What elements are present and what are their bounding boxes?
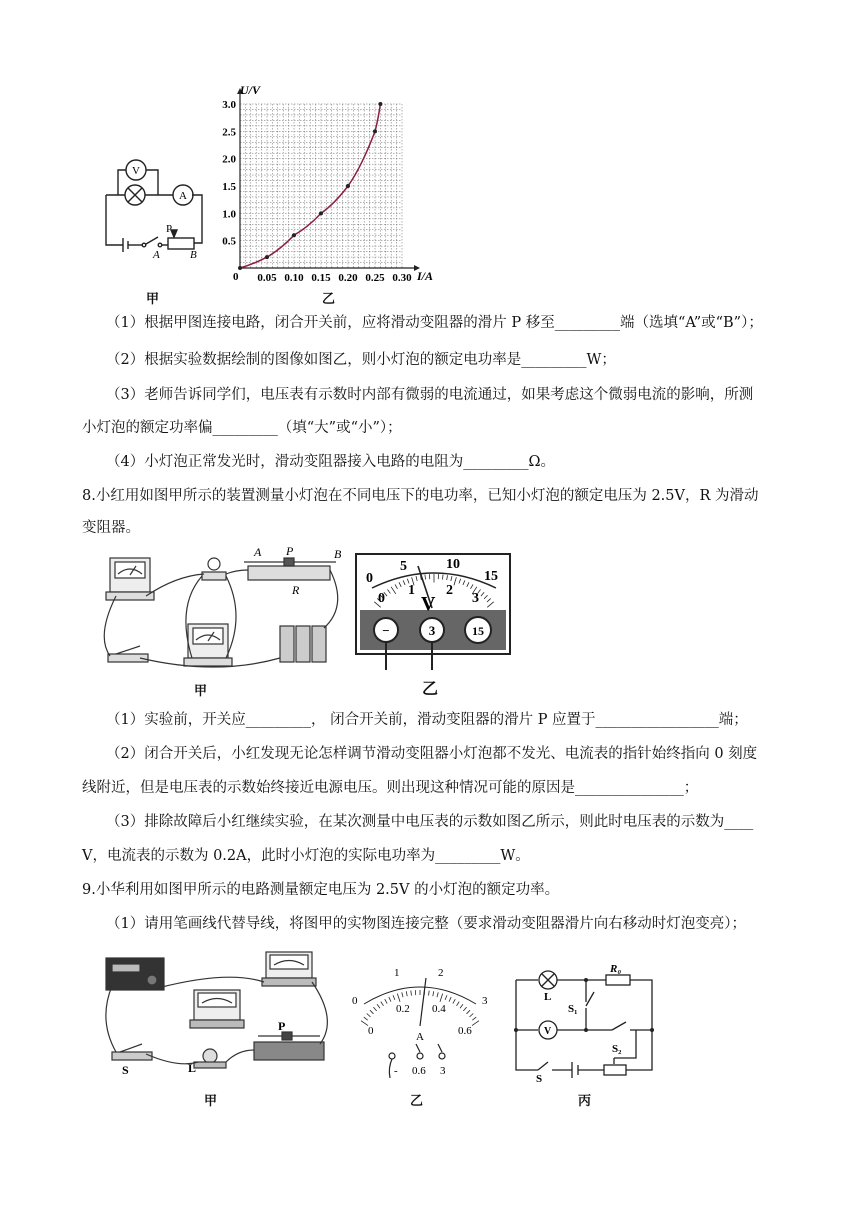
graph-grid	[240, 104, 402, 268]
x-axis-label: I/A	[417, 269, 434, 282]
q8-part2-a: （2）闭合开关后，小红发现无论怎样调节滑动变阻器小灯泡都不发光、电流表的指针始终指向 0 刻度	[106, 746, 758, 762]
dial-tick	[429, 991, 430, 996]
q9-stem: 9.小华利用如图甲所示的电路测量额定电压为 2.5V 的小灯泡的额定功率。	[82, 882, 560, 898]
y-tick-label: 0.5	[222, 235, 236, 248]
a-term-neg: -	[394, 1065, 398, 1077]
y-axis-label: U/V	[240, 83, 261, 97]
a-top-0: 0	[352, 995, 358, 1007]
dial-tick	[445, 995, 447, 1000]
v-term-3: 3	[428, 623, 436, 638]
q7-part1: （1）根据甲图连接电路，闭合开关前，应将滑动变阻器的滑片 P 移至_________端（选填“A”或“B”）；	[106, 315, 763, 331]
v-term-neg: −	[382, 623, 390, 638]
end-b-label: B	[190, 249, 197, 261]
x-tick-label: 0.20	[338, 272, 358, 282]
dial-tick	[411, 991, 412, 996]
v-top-10: 10	[446, 557, 460, 572]
end-a-label: A	[153, 249, 160, 261]
caption-yi-q8: 乙	[422, 679, 439, 698]
a-bottom-02: 0.2	[396, 1003, 410, 1015]
slider-label: P	[166, 223, 173, 235]
rheostat-b-label: B	[334, 547, 342, 561]
dial-tick	[470, 1014, 474, 1017]
q9-part1: （1）请用笔画线代替导线，将图甲的实物图连接完整（要求滑动变阻器滑片向右移动时灯泡变亮）；	[106, 916, 746, 932]
rheostat-p-label: P	[286, 546, 294, 558]
a-term-3: 3	[440, 1065, 446, 1077]
q8-part3-a: （3）排除故障后小红继续实验，在某次测量中电压表的示数如图乙所示，则此时电压表的示数为____	[106, 814, 754, 830]
a-top-1: 1	[394, 967, 400, 979]
bing-l-label: L	[544, 991, 552, 1003]
bing-s-label: S	[536, 1073, 543, 1082]
y-tick-label: 2.5	[222, 126, 236, 139]
apparatus-figure-jia-q9	[98, 950, 338, 1080]
dial-tick	[437, 992, 438, 997]
ui-graph	[212, 82, 452, 282]
y-tick-label: 1.5	[222, 181, 236, 193]
dial-tick	[361, 1021, 368, 1026]
data-point	[346, 184, 350, 188]
circuit-diagram-jia	[98, 150, 210, 265]
v-top-0: 0	[366, 571, 373, 586]
voltmeter-label: V	[132, 165, 140, 177]
origin-label: 0	[233, 271, 239, 282]
dial-tick	[393, 995, 395, 1000]
dial-tick	[440, 994, 443, 1002]
q8-part2-b: 线附近，但是电压表的示数始终接近电源电压。则出现这种情况可能的原因是_______________；	[82, 780, 699, 796]
dial-tick	[402, 992, 403, 997]
dial-tick	[472, 1017, 476, 1020]
voltmeter-dial-yi	[354, 552, 512, 670]
a-unit: A	[416, 1031, 424, 1043]
a-bottom-06: 0.6	[458, 1025, 472, 1037]
q8-stem-a: 8.小红用如图甲所示的装置测量小灯泡在不同电压下的电功率，已知小灯泡的额定电压为 2.5V，R 为滑动	[82, 488, 759, 504]
apparatus-figure-jia	[96, 546, 352, 678]
dial-tick	[381, 1002, 384, 1006]
v-top-5: 5	[400, 559, 407, 574]
q8-stem-b: 变阻器。	[82, 520, 140, 536]
caption-jia-q8: 甲	[194, 684, 208, 699]
dial-tick	[367, 1014, 371, 1017]
data-point	[292, 233, 296, 237]
x-tick-label: 0.25	[365, 272, 385, 282]
dial-tick	[364, 1017, 368, 1020]
v-unit: V	[421, 593, 436, 615]
q9-s-label: S	[122, 1063, 129, 1077]
q8-part3-b: V，电流表的示数为 0.2A，此时小灯泡的实际电功率为_________W。	[82, 848, 530, 864]
bing-v-label: V	[544, 1026, 552, 1037]
dial-tick	[377, 1004, 380, 1008]
caption-bing-q9: 丙	[578, 1094, 592, 1109]
ammeter-label: A	[179, 190, 187, 202]
ammeter-dial-yi	[346, 962, 496, 1082]
caption-yi-q9: 乙	[410, 1094, 424, 1109]
bing-s2-label: S₂	[612, 1043, 622, 1055]
q9-p-label: P	[278, 1019, 286, 1033]
graph-axes	[237, 88, 420, 271]
y-tick-label: 3.0	[222, 99, 236, 111]
q7-part4: （4）小灯泡正常发光时，滑动变阻器接入电路的电阻为_________Ω。	[106, 454, 555, 470]
q7-part3-b: 小灯泡的额定功率偏_________（填“大”或“小”）；	[82, 420, 402, 436]
x-tick-label: 0.15	[311, 272, 331, 282]
v-bottom-1: 1	[408, 583, 415, 598]
y-tick-label: 2.0	[222, 153, 236, 166]
data-point	[265, 255, 269, 259]
dial-tick	[373, 1007, 376, 1011]
dial-tick	[397, 994, 400, 1002]
data-point	[238, 266, 242, 270]
a-top-3: 3	[482, 995, 488, 1007]
dial-tick	[467, 1010, 470, 1014]
q7-part2: （2）根据实验数据绘制的图像如图乙，则小灯泡的额定电功率是_________W；	[106, 352, 616, 368]
dial-tick	[449, 997, 451, 1002]
caption-jia-q9: 甲	[204, 1094, 218, 1109]
q7-part3-a: （3）老师告诉同学们，电压表有示数时内部有微弱的电流通过，如果考虑这个微弱电流的影响，所测	[106, 387, 754, 403]
x-tick-label: 0.30	[392, 272, 412, 282]
q8-part1: （1）实验前，开关应_________， 闭合开关前，滑动变阻器的滑片 P 应置于_________________端；	[106, 712, 748, 728]
rheostat-r-label: R	[292, 583, 300, 597]
ammeter-ticks	[361, 990, 479, 1026]
caption-yi-top: 乙	[322, 292, 336, 307]
dial-tick	[389, 997, 391, 1002]
q9-l-label: L	[188, 1061, 197, 1075]
y-tick-label: 1.0	[222, 208, 236, 221]
v-term-15: 15	[472, 624, 484, 638]
data-point	[373, 129, 377, 133]
data-point	[378, 102, 382, 106]
circuit-diagram-bing	[508, 962, 658, 1082]
data-point	[319, 211, 323, 215]
a-term-06: 0.6	[412, 1065, 426, 1077]
rheostat-a-label: A	[254, 546, 262, 559]
x-tick-label: 0.05	[257, 272, 277, 282]
dial-tick	[472, 1021, 479, 1026]
v-bottom-3: 3	[472, 591, 479, 606]
dial-tick	[456, 1002, 459, 1006]
a-bottom-04: 0.4	[432, 1003, 446, 1015]
dial-tick	[433, 991, 434, 996]
dial-tick	[370, 1010, 373, 1014]
v-bottom-2: 2	[446, 583, 453, 598]
v-top-15: 15	[484, 569, 498, 584]
dial-tick	[453, 999, 455, 1003]
dial-tick	[385, 999, 387, 1003]
x-tick-label: 0.10	[284, 272, 304, 282]
bing-r0-label: R₀	[610, 963, 622, 975]
a-bottom-0: 0	[368, 1025, 374, 1037]
caption-jia-top: 甲	[146, 292, 160, 307]
bing-s1-label: S₁	[568, 1003, 578, 1015]
dial-tick	[406, 991, 407, 996]
v-bottom-0: 0	[378, 591, 385, 606]
dial-tick	[460, 1004, 463, 1008]
a-top-2: 2	[438, 967, 444, 979]
dial-tick	[463, 1007, 466, 1011]
